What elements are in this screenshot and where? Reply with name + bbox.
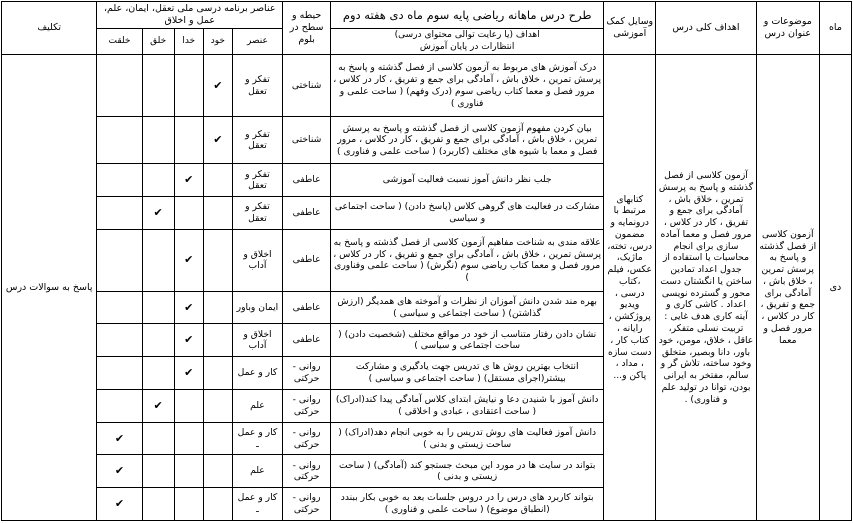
cell-checkbox-khoda[interactable]	[174, 455, 203, 488]
cell-element: علم	[232, 455, 282, 488]
cell-general-goals: آزمون کلاسی از فصل گذشته و پاسخ به پرسش تمرین ، خلاق باش ، آمادگی برای جمع و تفریق ، کار در کلاس ، مرور فصل و معما آماده سازی برای انجام محاسبات یا استفاده از جدول اعداد تمادین ساختن یا انگشتان دست محور و گسترده نویسی اعداد . کاشی کاری و آیته کاری هدف غایی : تربیت نسلی متفکر، عاقل ، خلاق، مومن، خود باور، دانا وبصیر، متخلق وخود ساخته، تلاش گر و سالم، مفتخر به ایرانی بودن، توانا در تولید علم و فناوری) .	[656, 55, 756, 521]
header-expectations-line1: اهداف (یا رعایت توالی محتوای درسی)	[394, 30, 540, 41]
header-teaching-aids: وسایل کمک آموزشی	[604, 2, 656, 55]
cell-bloom-domain: شناختی	[283, 117, 331, 164]
cell-checkbox-khalgh[interactable]	[142, 455, 174, 488]
header-subject: موضوعات و عنوان درس	[756, 2, 819, 55]
monthly-lesson-plan-table	[1, 1, 852, 521]
cell-expectation: درک آموزش های مربوط به آزمون کلاسی از فصل گذشته و پاسخ به پرسش تمرین ، خلاق باش ، آمادگی برای جمع و تفریق ، کار در کلاس ، مرور فصل و معما کتاب ریاضی سوم (درک وفهم) ( ساحت علمی و فناوری )	[331, 55, 604, 117]
header-khelghat: خلقت	[97, 29, 142, 55]
cell-bloom-domain: روانی - حرکتی	[283, 455, 331, 488]
cell-checkbox-khoda[interactable]: ✔	[174, 357, 203, 390]
header-element: عنصر	[232, 29, 282, 55]
cell-checkbox-khalgh[interactable]	[142, 117, 174, 164]
cell-checkbox-khoda[interactable]: ✔	[174, 229, 203, 291]
cell-checkbox-khod[interactable]	[203, 389, 232, 422]
cell-expectation: بهره مند شدن دانش آموزان از نظرات و آموخته های همدیگر (ارزش گذاشتن) ( ساحت اجتماعی و سیاسی )	[331, 291, 604, 324]
cell-checkbox-khod[interactable]: ✔	[203, 55, 232, 117]
cell-element: تفکر و تعقل	[232, 197, 282, 230]
header-row-main	[2, 2, 852, 29]
cell-checkbox-khalgh[interactable]	[142, 357, 174, 390]
cell-expectation: نشان دادن رفتار متناسب از خود در مواقع مختلف (شخصیت دادن) ( ساحت اجتماعی و سیاسی )	[331, 324, 604, 357]
cell-teaching-aids: کتابهای مرتبط با درونمایه و مضمون درس، تخته، ماژیک، عکس، فیلم ،کتاب درسی ، ویدیو پروژکشن ، رایانه ، کتاب کار ، دست سازه ، مداد ، پاکن و...	[604, 55, 656, 521]
cell-checkbox-khod[interactable]	[203, 455, 232, 488]
cell-element: کار و عمل ـ	[232, 488, 282, 521]
cell-checkbox-khalgh[interactable]	[142, 55, 174, 117]
cell-checkbox-khalgh[interactable]	[142, 291, 174, 324]
cell-element: تفکر و تعقل	[232, 55, 282, 117]
header-month: ماه	[819, 2, 851, 55]
cell-checkbox-khelghat[interactable]: ✔	[97, 422, 142, 455]
cell-checkbox-khalgh[interactable]: ✔	[142, 389, 174, 422]
cell-checkbox-khod[interactable]	[203, 357, 232, 390]
cell-checkbox-khalgh[interactable]	[142, 324, 174, 357]
cell-checkbox-khelghat[interactable]	[97, 117, 142, 164]
cell-checkbox-khod[interactable]	[203, 324, 232, 357]
cell-expectation: بیان کردن مفهوم آزمون کلاسی از فصل گذشته و پاسخ به پرسش تمرین ، خلاق باش ، آمادگی برای جمع و تفریق ، کار در کلاس ، مرور فصل و معما با شیوه های مختلف (کاربرد) ( ساحت علمی و فناوری )	[331, 117, 604, 164]
cell-expectation: بتواند کاربرد های درس را در دروس جلسات بعد به خوبی بکار ببندد (انطباق موضوع) ( ساحت علمی و فناوری )	[331, 488, 604, 521]
cell-checkbox-khod[interactable]	[203, 164, 232, 197]
cell-element: اخلاق و آداب	[232, 324, 282, 357]
cell-checkbox-khoda[interactable]	[174, 117, 203, 164]
header-task: تکلیف	[2, 2, 97, 55]
cell-checkbox-khelghat[interactable]	[97, 324, 142, 357]
cell-checkbox-khalgh[interactable]: ✔	[142, 197, 174, 230]
cell-bloom-domain: عاطفی	[283, 197, 331, 230]
cell-checkbox-khoda[interactable]	[174, 488, 203, 521]
cell-bloom-domain: عاطفی	[283, 164, 331, 197]
cell-checkbox-khoda[interactable]: ✔	[174, 164, 203, 197]
cell-expectation: انتخاب بهترین روش ها ی تدریس جهت یادگیری و مشارکت بیشتر(اجرای مستقل) ( ساحت اجتماعی و سیاسی )	[331, 357, 604, 390]
cell-checkbox-khoda[interactable]	[174, 422, 203, 455]
cell-checkbox-khod[interactable]	[203, 488, 232, 521]
cell-checkbox-khelghat[interactable]	[97, 197, 142, 230]
cell-checkbox-khelghat[interactable]	[97, 389, 142, 422]
cell-month: دی	[819, 55, 851, 521]
header-bloom-domain: حیطه و سطح در بلوم	[283, 2, 331, 55]
cell-checkbox-khelghat[interactable]	[97, 357, 142, 390]
table-body	[2, 55, 852, 521]
cell-expectation: مشارکت در فعالیت های گروهی کلاس (پاسخ دادن) ( ساحت اجتماعی و سیاسی	[331, 197, 604, 230]
header-expectations-line2: انتظارات در پایان آموزش	[419, 41, 515, 52]
lesson-plan-sheet	[0, 1, 853, 523]
cell-checkbox-khelghat[interactable]: ✔	[97, 455, 142, 488]
cell-expectation: علاقه مندی به شناخت مفاهیم آزمون کلاسی از فصل گذشته و پاسخ به پرسش تمرین ، خلاق باش ، آمادگی برای جمع و تفریق ، کار در کلاس ، مرور فصل و معما کتاب ریاضی سوم (نگرش) ( ساحت علمی وفناوری )	[331, 229, 604, 291]
cell-checkbox-khelghat[interactable]: ✔	[97, 488, 142, 521]
header-general-goals: اهداف کلی درس	[656, 2, 756, 55]
cell-bloom-domain: عاطفی	[283, 229, 331, 291]
table-header	[2, 2, 852, 55]
cell-element: علم	[232, 389, 282, 422]
cell-task: پاسخ به سوالات درس	[2, 55, 97, 521]
cell-checkbox-khalgh[interactable]	[142, 422, 174, 455]
cell-checkbox-khoda[interactable]: ✔	[174, 291, 203, 324]
cell-checkbox-khalgh[interactable]	[142, 164, 174, 197]
header-national-curriculum-elements: عناصر برنامه درسی ملی تعقل، ایمان، علم، عمل و اخلاق	[97, 2, 283, 29]
cell-checkbox-khalgh[interactable]	[142, 229, 174, 291]
cell-checkbox-khelghat[interactable]	[97, 291, 142, 324]
cell-element: کار و عمل	[232, 357, 282, 390]
cell-element: کار و عمل ـ	[232, 422, 282, 455]
cell-checkbox-khoda[interactable]	[174, 389, 203, 422]
cell-bloom-domain: روانی - حرکتی	[283, 422, 331, 455]
cell-bloom-domain: روانی - حرکتی	[283, 389, 331, 422]
header-khalgh: خلق	[142, 29, 174, 55]
cell-expectation: جلب نظر دانش آموز نسبت فعالیت آموزشی	[331, 164, 604, 197]
cell-subject: آزمون کلاسی از فصل گذشته و پاسخ به پرسش تمرین ، خلاق باش ، آمادگی برای جمع و تفریق ، کار در کلاس ، مرور فصل و معما	[756, 55, 819, 521]
cell-element: ایمان وباور	[232, 291, 282, 324]
cell-bloom-domain: عاطفی	[283, 324, 331, 357]
cell-bloom-domain: عاطفی	[283, 291, 331, 324]
header-expectations	[331, 29, 604, 55]
cell-checkbox-khod[interactable]	[203, 422, 232, 455]
cell-checkbox-khoda[interactable]	[174, 197, 203, 230]
header-khoda: خدا	[174, 29, 203, 55]
cell-element: تفکر و تعقل	[232, 117, 282, 164]
cell-bloom-domain: روانی - حرکتی	[283, 488, 331, 521]
cell-checkbox-khod[interactable]	[203, 291, 232, 324]
cell-checkbox-khelghat[interactable]	[97, 229, 142, 291]
cell-checkbox-khelghat[interactable]	[97, 55, 142, 117]
cell-bloom-domain: شناختی	[283, 55, 331, 117]
cell-bloom-domain: روانی - حرکتی	[283, 357, 331, 390]
cell-checkbox-khoda[interactable]: ✔	[174, 324, 203, 357]
cell-checkbox-khoda[interactable]	[174, 55, 203, 117]
cell-checkbox-khod[interactable]	[203, 197, 232, 230]
cell-expectation: بتواند در سایت ها در مورد این مبحث جستجو کند (آمادگی) ( ساحت زیستی و بدنی )	[331, 455, 604, 488]
header-khod: خود	[203, 29, 232, 55]
cell-checkbox-khelghat[interactable]	[97, 164, 142, 197]
cell-expectation: دانش آموز فعالیت های روش تدریس را به خوبی انجام دهد(ادراک) ( ساحت زیستی و بدنی )	[331, 422, 604, 455]
cell-checkbox-khod[interactable]: ✔	[203, 117, 232, 164]
cell-expectation: دانش آموز با شنیدن دعا و نیایش ابتدای کلاس آمادگی پیدا کند(ادراک) ( ساحت اعتقادی ، عبادی و اخلاقی )	[331, 389, 604, 422]
cell-element: اخلاق و آداب	[232, 229, 282, 291]
header-plan-title: طرح درس ماهانه ریاضی پایه سوم ماه دی هفته دوم	[331, 2, 604, 29]
cell-checkbox-khod[interactable]	[203, 229, 232, 291]
cell-element: تفکر و تعقل	[232, 164, 282, 197]
cell-checkbox-khalgh[interactable]	[142, 488, 174, 521]
table-row	[2, 55, 852, 117]
